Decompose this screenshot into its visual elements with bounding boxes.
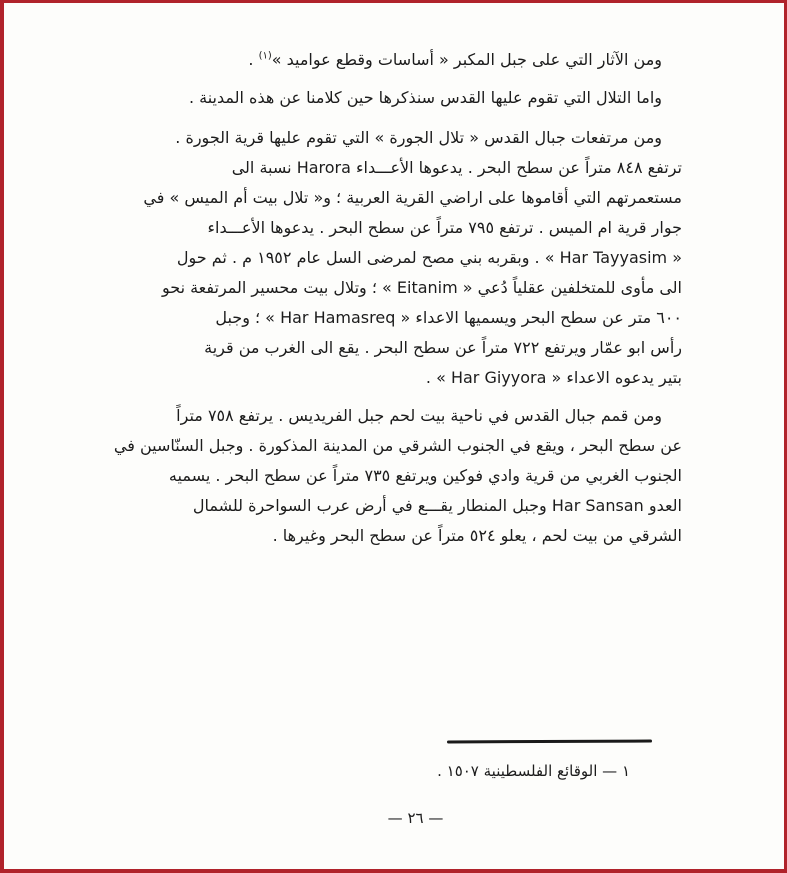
paragraph-hills-intro (117, 83, 682, 113)
footnote-reference-marker: (١) (258, 50, 272, 62)
text-line: مستعمرتهم التي أقاموها على اراضي القرية العربية ؛ و« تلال بيت أم الميس » في (143, 188, 682, 207)
text-line: ومن مرتفعات جبال القدس « تلال الجورة » التي تقوم عليها قرية الجورة . (175, 128, 662, 147)
text-line (248, 50, 682, 69)
paragraph-bethlehem-peaks (113, 401, 682, 551)
text-line: الى مأوى للمتخلفين عقلياً دُعي « Eitanim » ؛ وتلال بيت محسير المرتفعة نحو (161, 278, 682, 297)
text-line: واما التلال التي تقوم عليها القدس سنذكرها حين كلامنا عن هذه المدينة . (188, 88, 662, 107)
text-line: ترتفع ٨٤٨ متراً عن سطح البحر . يدعوها الأعـــداء Harora نسبة الى (231, 158, 682, 177)
text-line: بتير يدعوه الاعداء « Har Giyyora » . (425, 368, 682, 387)
text-line: جوار قرية ام الميس . ترتفع ٧٩٥ متراً عن سطح البحر . يدعوها الأعـــداء (207, 218, 682, 237)
paragraph-ruins-tail: . (248, 50, 254, 69)
text-line: العدو Har Sansan وجبل المنطار يقـــع في أرض عرب السواحرة للشمال (192, 496, 682, 515)
paragraph-jerusalem-heights (117, 123, 682, 393)
text-line: الجنوب الغربي من قرية وادي فوكين ويرتفع ٧٣٥ متراً عن سطح البحر . يسميه (168, 466, 682, 485)
footnote-text: ١ — الوقائع الفلسطينية ١٥٠٧ . (437, 762, 630, 780)
footnote-divider-rule (447, 740, 652, 744)
paragraph-ruins-text: ومن الآثار التي على جبل المكبر « أساسات وقطع عواميد » (271, 50, 662, 69)
text-line: عن سطح البحر ، ويقع في الجنوب الشرقي من المدينة المذكورة . وجبل السنّاسين في (113, 436, 682, 455)
body-text-block (113, 45, 682, 559)
text-line: الشرقي من بيت لحم ، يعلو ٥٢٤ متراً عن سطح البحر وغيرها . (272, 526, 682, 545)
text-line: ومن قمم جبال القدس في ناحية بيت لحم جبل الفريديس . يرتفع ٧٥٨ متراً (176, 406, 662, 425)
page-number: — ٢٦ — (387, 809, 444, 827)
text-line: « Har Tayyasim » . وبقربه بني مصح لمرضى السل عام ١٩٥٢ م . ثم حول (176, 248, 682, 267)
text-line: ٦٠٠ متر عن سطح البحر ويسميها الاعداء « Har Hamasreq » ؛ وجبل (215, 308, 682, 327)
paragraph-ruins (117, 45, 682, 75)
text-line: رأس ابو عمّار ويرتفع ٧٢٢ متراً عن سطح البحر . يقع الى الغرب من قرية (204, 338, 682, 357)
